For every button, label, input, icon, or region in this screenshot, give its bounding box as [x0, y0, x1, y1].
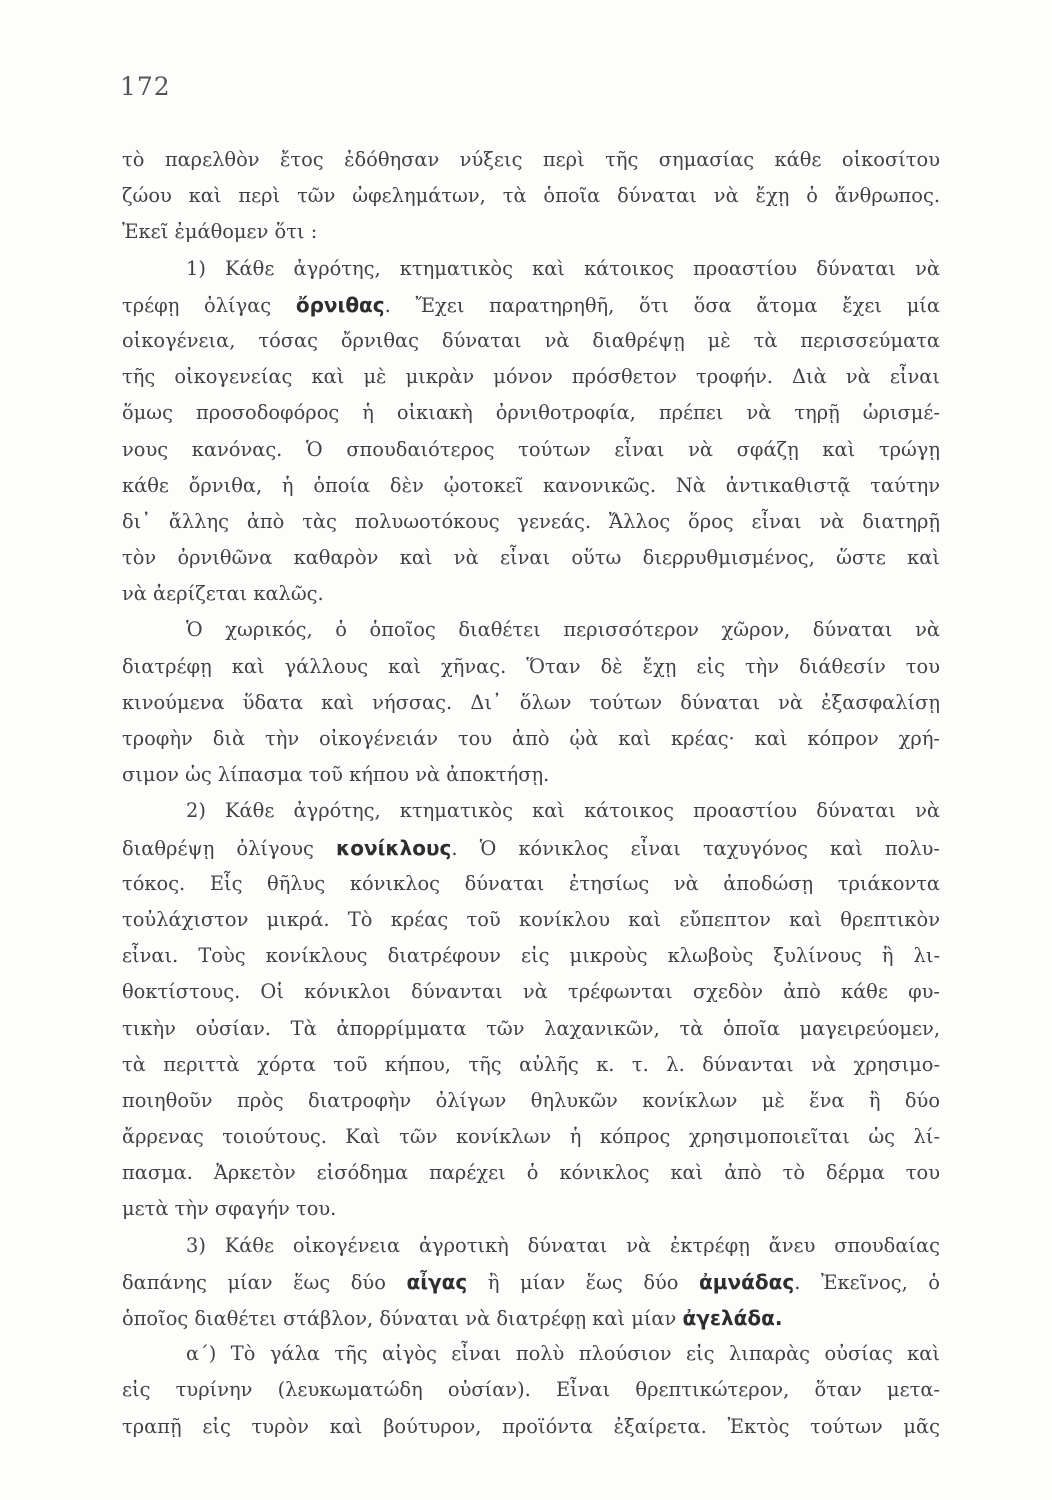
text-line: Ὁ χωρικός, ὁ ὁποῖος διαθέτει περισσότερον χῶρον, δύναται νὰ [186, 618, 940, 642]
text-line: ποιηθοῦν πρὸς διατροφὴν ὀλίγων θηλυκῶν κονίκλων μὲ ἕνα ἢ δύο [122, 1088, 940, 1112]
keyword-lambs: ἀμνάδας [699, 1269, 795, 1294]
keyword-rabbits: κονίκλους [336, 835, 452, 860]
text-line: τὸν ὀρνιθῶνα καθαρὸν καὶ νὰ εἶναι οὕτω διερρυθμισμένος, ὥστε καὶ [122, 546, 940, 570]
body-text [122, 142, 940, 1445]
text-line: τὰ περιττὰ χόρτα τοῦ κήπου, τῆς αὐλῆς κ. τ. λ. δύνανται νὰ χρησιμο- [122, 1052, 940, 1076]
text-line: τροφὴν διὰ τὴν οἰκογένειάν του ἀπὸ ᾠὰ καὶ κρέας· καὶ κόπρον χρή- [122, 727, 940, 750]
text-line: κάθε ὄρνιθα, ἡ ὁποία δὲν ᾠοτοκεῖ κανονικῶς. Νὰ ἀντικαθιστᾷ ταύτην [122, 473, 940, 497]
text-line: α΄) Τὸ γάλα τῆς αἰγὸς εἶναι πολὺ πλούσιον εἰς λιπαρὰς οὐσίας καὶ [186, 1342, 940, 1366]
text-line: Ἐκεῖ ἐμάθομεν ὅτι : [122, 220, 318, 244]
text-line: τραπῇ εἰς τυρὸν καὶ βούτυρον, προϊόντα ἐξαίρετα. Ἐκτὸς τούτων μᾶς [122, 1414, 940, 1438]
text-line: πασμα. Ἀρκετὸν εἰσόδημα παρέχει ὁ κόνικλος καὶ ἀπὸ τὸ δέρμα του [122, 1161, 940, 1185]
keyword-goats: αἶγας [406, 1269, 468, 1294]
text-line: εἰς τυρίνην (λευκωματώδη οὐσίαν). Εἶναι θρεπτικώτερον, ὅταν μετα- [122, 1378, 940, 1402]
text-line: τοὐλάχιστον μικρά. Τὸ κρέας τοῦ κονίκλου καὶ εὔπεπτον καὶ θρεπτικὸν [122, 907, 940, 931]
text-line: 1) Κάθε ἀγρότης, κτηματικὸς καὶ κάτοικος προαστίου δύναται νὰ [186, 256, 940, 280]
keyword-hens: ὄρνιθας [295, 292, 385, 317]
text-run: ὁποῖος διαθέτει στάβλον, δύναται νὰ διατρέφῃ καὶ μίαν [122, 1307, 683, 1330]
text-line: τῆς οἰκογενείας καὶ μὲ μικρὰν μόνον πρόσθετον τροφήν. Διὰ νὰ εἶναι [122, 365, 940, 389]
text-line: τὸ παρελθὸν ἔτος ἐδόθησαν νύξεις περὶ τῆς σημασίας κάθε οἰκοσίτου [122, 148, 940, 171]
text-run: . Ὁ κόνικλος εἶναι ταχυγόνος καὶ πολυ- [451, 836, 940, 860]
text-line: 3) Κάθε οἰκογένεια ἀγροτικὴ δύναται νὰ ἐκτρέφῃ ἄνευ σπουδαίας [186, 1233, 940, 1257]
text-run: ἢ μίαν ἕως δύο [467, 1270, 700, 1294]
text-line [122, 1300, 940, 1336]
page-number: 172 [120, 72, 171, 101]
text-line [122, 1264, 940, 1300]
text-line [122, 287, 940, 323]
text-line: 2) Κάθε ἀγρότης, κτηματικὸς καὶ κάτοικος προαστίου δύναται νὰ [186, 799, 940, 823]
text-line: μετὰ τὴν σφαγήν του. [122, 1197, 337, 1221]
text-line: θοκτίστους. Οἱ κόνικλοι δύνανται νὰ τρέφωνται σχεδὸν ἀπὸ κάθε φυ- [122, 980, 940, 1004]
text-line [122, 830, 940, 866]
text-line: εἶναι. Τοὺς κονίκλους διατρέφουν εἰς μικροὺς κλωβοὺς ξυλίνους ἢ λι- [122, 944, 940, 968]
text-line: νους κανόνας. Ὁ σπουδαιότερος τούτων εἶναι νὰ σφάζῃ καὶ τρώγῃ [122, 437, 940, 461]
text-line: ὅμως προσοδοφόρος ἡ οἰκιακὴ ὀρνιθοτροφία, πρέπει νὰ τηρῇ ὡρισμέ- [122, 401, 940, 425]
text-line: οἰκογένεια, τόσας ὄρνιθας δύναται νὰ διαθρέψῃ μὲ τὰ περισσεύματα [122, 328, 940, 352]
text-line: τικὴν οὐσίαν. Τὰ ἀπορρίμματα τῶν λαχανικῶν, τὰ ὁποῖα μαγειρεύομεν, [122, 1016, 940, 1040]
text-line: ζώου καὶ περὶ τῶν ὠφελημάτων, τὰ ὁποῖα δύναται νὰ ἔχῃ ὁ ἄνθρωπος. [122, 184, 940, 208]
text-line: τόκος. Εἷς θῆλυς κόνικλος δύναται ἐτησίως νὰ ἀποδώσῃ τριάκοντα [122, 871, 940, 895]
text-line: διατρέφῃ καὶ γάλλους καὶ χῆνας. Ὅταν δὲ ἔχῃ εἰς τὴν διάθεσίν του [122, 654, 940, 678]
text-run: . Ἔχει παρατηρηθῆ, ὅτι ὅσα ἄτομα ἔχει μία [384, 293, 940, 317]
text-line: σιμον ὡς λίπασμα τοῦ κήπου νὰ ἀποκτήσῃ. [122, 763, 550, 787]
text-line: κινούμενα ὕδατα καὶ νήσσας. Δι᾿ ὅλων τούτων δύναται νὰ ἐξασφαλίσῃ [122, 690, 940, 714]
text-line: ἄρρενας τοιούτους. Καὶ τῶν κονίκλων ἡ κόπρος χρησιμοποιεῖται ὡς λί- [122, 1125, 940, 1149]
text-run: . Ἐκεῖνος, ὁ [794, 1270, 940, 1294]
text-run: διαθρέψῃ ὀλίγους [122, 836, 337, 860]
text-line: δι᾿ ἄλλης ἀπὸ τὰς πολυωοτόκους γενεάς. Ἄλλος ὅρος εἶναι νὰ διατηρῇ [122, 509, 940, 533]
keyword-cow: ἀγελάδα. [682, 1306, 783, 1330]
text-line: νὰ ἀερίζεται καλῶς. [122, 582, 324, 606]
text-run: δαπάνης μίαν ἕως δύο [122, 1270, 407, 1294]
text-run: τρέφῃ ὀλίγας [122, 293, 296, 317]
